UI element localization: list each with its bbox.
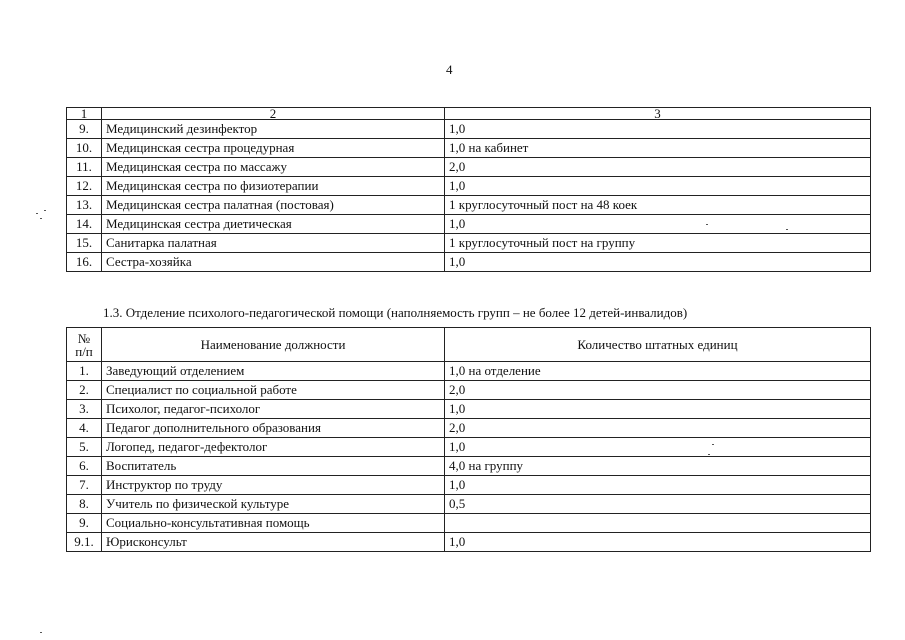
psych-pedagogical-staff-table <box>66 327 871 552</box>
position-name: Социально-консультативная помощь <box>102 514 445 533</box>
table-header-row <box>67 328 871 362</box>
position-name: Сестра-хозяйка <box>102 253 445 272</box>
staff-units: 1,0 <box>445 253 871 272</box>
staff-units: 0,5 <box>445 495 871 514</box>
table-row <box>67 234 871 253</box>
scan-speck <box>708 454 710 455</box>
position-name: Учитель по физической культуре <box>102 495 445 514</box>
position-name: Медицинская сестра по массажу <box>102 158 445 177</box>
table-row <box>67 514 871 533</box>
row-number: 2. <box>67 381 102 400</box>
staff-units: 2,0 <box>445 158 871 177</box>
row-number: 12. <box>67 177 102 196</box>
row-number: 11. <box>67 158 102 177</box>
row-number: 9. <box>67 120 102 139</box>
staff-units: 1,0 <box>445 533 871 552</box>
staff-units: 1,0 <box>445 438 871 457</box>
table-row <box>67 495 871 514</box>
staff-units: 4,0 на группу <box>445 457 871 476</box>
position-name: Медицинская сестра по физиотерапии <box>102 177 445 196</box>
scan-speck <box>44 210 46 211</box>
staff-units: 1,0 <box>445 400 871 419</box>
table-row <box>67 253 871 272</box>
table-row <box>67 419 871 438</box>
header-row-number: № п/п <box>67 328 102 362</box>
header-staff-units: Количество штатных единиц <box>445 328 871 362</box>
position-name: Логопед, педагог-дефектолог <box>102 438 445 457</box>
position-name: Медицинская сестра диетическая <box>102 215 445 234</box>
table-row <box>67 158 871 177</box>
column-number-2: 2 <box>102 108 445 120</box>
row-number: 10. <box>67 139 102 158</box>
position-name: Медицинская сестра процедурная <box>102 139 445 158</box>
row-number: 7. <box>67 476 102 495</box>
table-row <box>67 533 871 552</box>
position-name: Специалист по социальной работе <box>102 381 445 400</box>
staff-units <box>445 514 871 533</box>
row-number: 4. <box>67 419 102 438</box>
staff-units: 2,0 <box>445 419 871 438</box>
table-row <box>67 438 871 457</box>
staff-table-continued <box>66 107 871 272</box>
table-row <box>67 177 871 196</box>
table-row <box>67 381 871 400</box>
staff-units: 2,0 <box>445 381 871 400</box>
row-number: 3. <box>67 400 102 419</box>
row-number: 1. <box>67 362 102 381</box>
column-number-1: 1 <box>67 108 102 120</box>
position-name: Медицинский дезинфектор <box>102 120 445 139</box>
table-row <box>67 196 871 215</box>
staff-units: 1,0 <box>445 476 871 495</box>
row-number: 5. <box>67 438 102 457</box>
position-name: Медицинская сестра палатная (постовая) <box>102 196 445 215</box>
row-number: 6. <box>67 457 102 476</box>
scan-speck <box>706 224 708 225</box>
staff-units: 1,0 на кабинет <box>445 139 871 158</box>
section-heading: 1.3. Отделение психолого-педагогической помощи (наполняемость групп – не более 12 детей-инвалидов) <box>103 305 688 320</box>
column-number-row <box>67 108 871 120</box>
page-number: 4 <box>446 62 453 77</box>
position-name: Психолог, педагог-психолог <box>102 400 445 419</box>
position-name: Санитарка палатная <box>102 234 445 253</box>
table-row <box>67 476 871 495</box>
header-position-name: Наименование должности <box>102 328 445 362</box>
table-row <box>67 120 871 139</box>
table-row <box>67 362 871 381</box>
row-number: 15. <box>67 234 102 253</box>
scan-speck <box>40 632 42 633</box>
position-name: Педагог дополнительного образования <box>102 419 445 438</box>
staff-units: 1,0 <box>445 215 871 234</box>
scan-speck <box>40 218 42 219</box>
staff-units: 1 круглосуточный пост на группу <box>445 234 871 253</box>
scan-speck <box>786 229 788 230</box>
row-number: 16. <box>67 253 102 272</box>
column-number-3: 3 <box>445 108 871 120</box>
table-row <box>67 400 871 419</box>
table-row <box>67 457 871 476</box>
scan-speck <box>712 444 714 445</box>
row-number: 8. <box>67 495 102 514</box>
staff-units: 1,0 <box>445 120 871 139</box>
staff-units: 1 круглосуточный пост на 48 коек <box>445 196 871 215</box>
staff-units: 1,0 на отделение <box>445 362 871 381</box>
scan-speck <box>36 213 38 214</box>
row-number: 9.1. <box>67 533 102 552</box>
position-name: Заведующий отделением <box>102 362 445 381</box>
row-number: 14. <box>67 215 102 234</box>
table-row <box>67 215 871 234</box>
row-number: 13. <box>67 196 102 215</box>
position-name: Инструктор по труду <box>102 476 445 495</box>
position-name: Воспитатель <box>102 457 445 476</box>
row-number: 9. <box>67 514 102 533</box>
table-row <box>67 139 871 158</box>
position-name: Юрисконсульт <box>102 533 445 552</box>
staff-units: 1,0 <box>445 177 871 196</box>
